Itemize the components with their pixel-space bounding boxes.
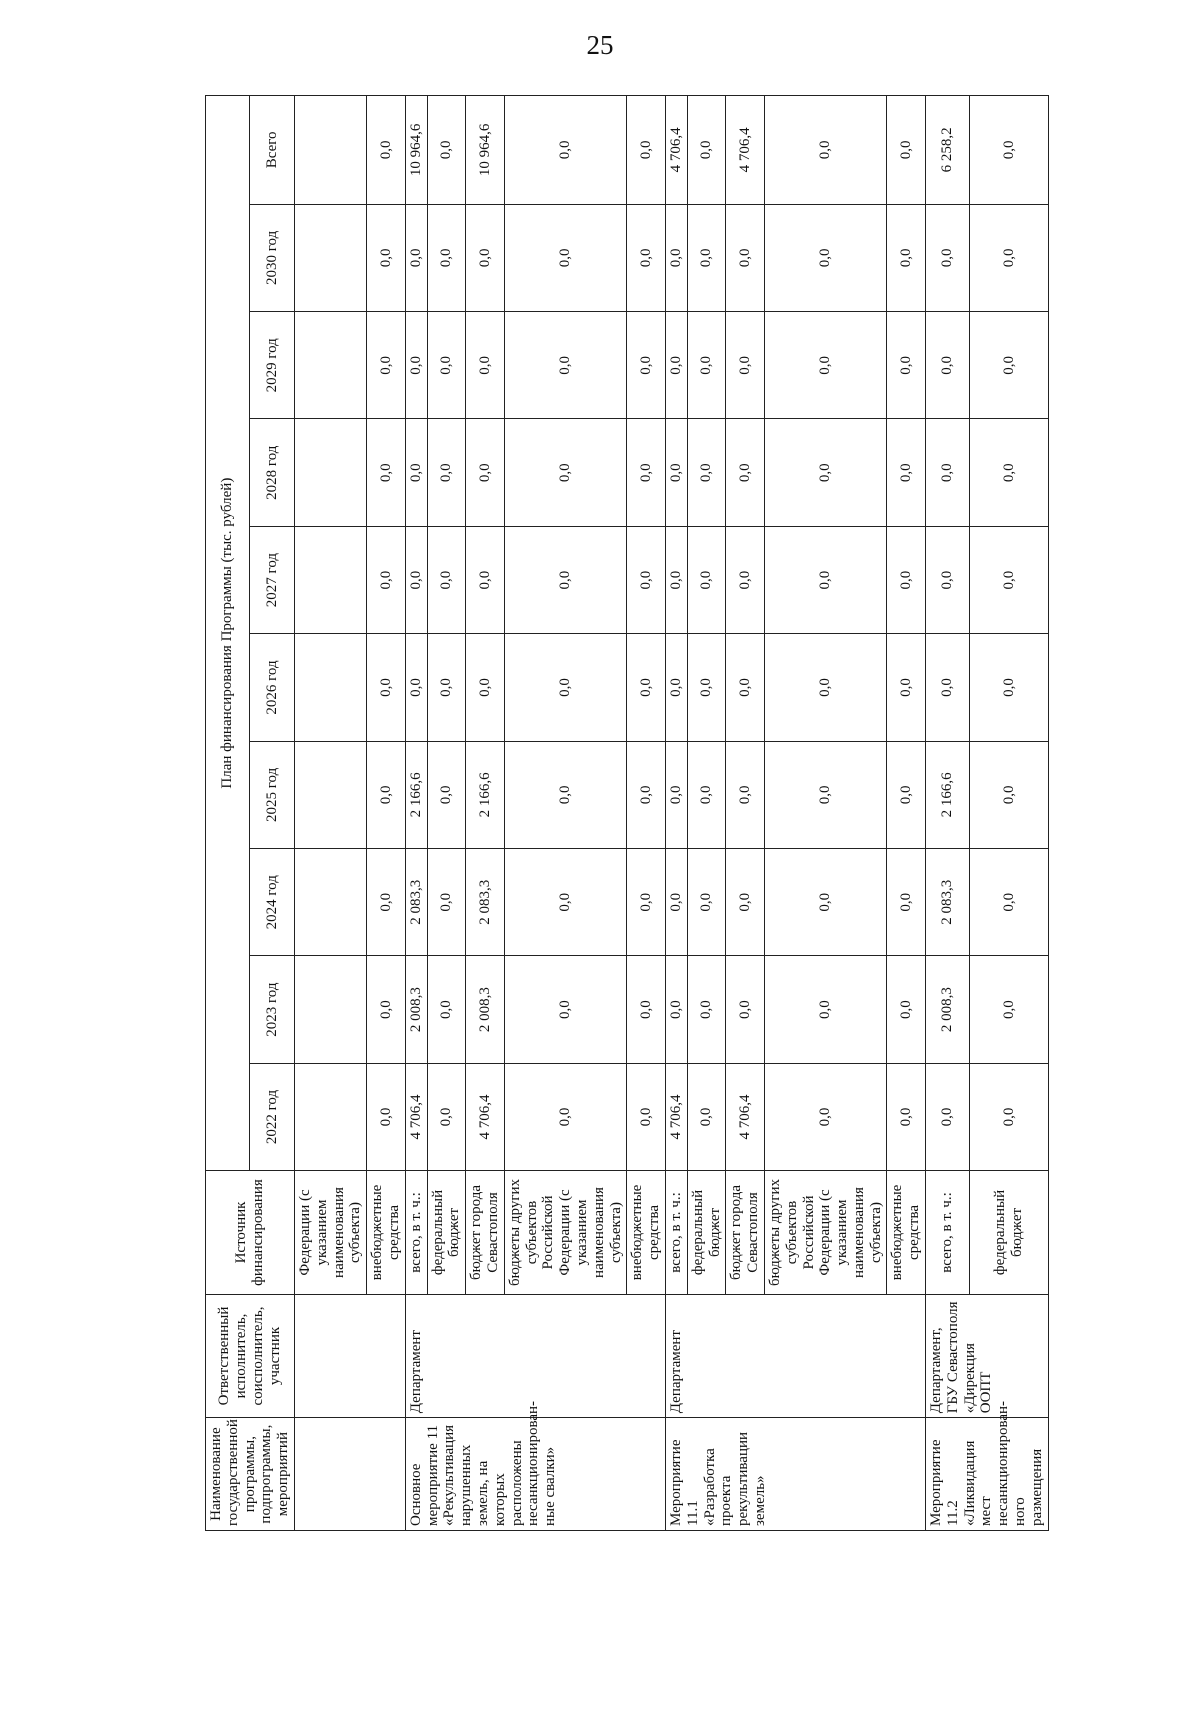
cell-value: 10 964,6: [405, 96, 427, 205]
cell-value: 0,0: [726, 526, 765, 633]
cell-value: [294, 312, 366, 419]
cell-value: 4 706,4: [726, 1063, 765, 1170]
cell-program-name: Мероприятие 11.2 «Ликвидация мест несанкционирован-ного размещения: [926, 1418, 1049, 1531]
header-year: 2030 год: [250, 204, 295, 311]
table-row: [294, 96, 366, 1531]
cell-value: 0,0: [764, 634, 887, 741]
cell-value: 0,0: [726, 419, 765, 526]
cell-value: 0,0: [427, 849, 466, 956]
cell-value: 0,0: [970, 634, 1048, 741]
cell-value: 0,0: [887, 956, 926, 1063]
cell-value: 0,0: [687, 849, 726, 956]
cell-value: 0,0: [665, 312, 687, 419]
cell-value: 0,0: [665, 204, 687, 311]
cell-value: 0,0: [764, 741, 887, 848]
cell-value: 2 166,6: [405, 741, 427, 848]
cell-value: 0,0: [970, 956, 1048, 1063]
cell-value: 0,0: [627, 849, 666, 956]
cell-value: 0,0: [427, 419, 466, 526]
cell-value: 0,0: [926, 526, 970, 633]
cell-value: 0,0: [887, 849, 926, 956]
cell-value: 0,0: [887, 634, 926, 741]
cell-value: 0,0: [887, 1063, 926, 1170]
cell-source: бюджет города Севастополя: [466, 1171, 505, 1295]
cell-value: 0,0: [367, 526, 406, 633]
cell-value: 4 706,4: [665, 1063, 687, 1170]
cell-value: 0,0: [970, 419, 1048, 526]
cell-value: 0,0: [726, 634, 765, 741]
cell-value: 0,0: [726, 312, 765, 419]
cell-value: 0,0: [367, 96, 406, 205]
cell-value: 0,0: [687, 741, 726, 848]
cell-value: 0,0: [627, 312, 666, 419]
header-year: 2022 год: [250, 1063, 295, 1170]
cell-value: 0,0: [627, 956, 666, 1063]
cell-value: 0,0: [926, 634, 970, 741]
cell-value: 0,0: [367, 956, 406, 1063]
cell-source: федеральный бюджет: [970, 1171, 1048, 1295]
cell-value: 0,0: [627, 96, 666, 205]
cell-exec-empty: [294, 1294, 405, 1418]
cell-value: 0,0: [970, 312, 1048, 419]
cell-value: 2 166,6: [926, 741, 970, 848]
cell-value: 0,0: [726, 741, 765, 848]
cell-value: 0,0: [970, 96, 1048, 205]
header-year: 2025 год: [250, 741, 295, 848]
cell-value: 0,0: [926, 1063, 970, 1170]
cell-source: внебюджетные средства: [367, 1171, 406, 1295]
cell-value: 0,0: [627, 741, 666, 848]
cell-source: бюджеты других субъектов Российской Федерации (с указанием наименования субъекта): [504, 1171, 627, 1295]
cell-value: 0,0: [367, 849, 406, 956]
cell-value: 0,0: [764, 419, 887, 526]
cell-value: 0,0: [687, 634, 726, 741]
cell-value: 0,0: [764, 849, 887, 956]
header-year: 2023 год: [250, 956, 295, 1063]
cell-source: всего, в т. ч.:: [405, 1171, 427, 1295]
cell-value: 0,0: [504, 204, 627, 311]
cell-value: 0,0: [926, 312, 970, 419]
cell-value: 0,0: [504, 741, 627, 848]
cell-value: 0,0: [367, 634, 406, 741]
cell-value: 0,0: [427, 204, 466, 311]
cell-value: 0,0: [926, 419, 970, 526]
cell-value: 0,0: [764, 1063, 887, 1170]
cell-value: 0,0: [687, 956, 726, 1063]
cell-value: [294, 1063, 366, 1170]
cell-value: 0,0: [427, 741, 466, 848]
cell-value: 0,0: [627, 1063, 666, 1170]
cell-executor: Департамент: [405, 1294, 665, 1418]
header-year: 2026 год: [250, 634, 295, 741]
cell-value: 0,0: [665, 956, 687, 1063]
cell-value: 0,0: [504, 849, 627, 956]
cell-value: 0,0: [627, 634, 666, 741]
cell-value: 6 258,2: [926, 96, 970, 205]
rotated-table-wrapper: [205, 95, 1175, 1531]
cell-value: 0,0: [726, 204, 765, 311]
header-plan: План финансирования Программы (тыс. рублей): [206, 96, 250, 1171]
cell-source: всего, в т. ч.:: [926, 1171, 970, 1295]
cell-source: Федерации (с указанием наименования субъекта): [294, 1171, 366, 1295]
cell-value: 0,0: [427, 96, 466, 205]
cell-value: 2 008,3: [926, 956, 970, 1063]
cell-value: 0,0: [405, 204, 427, 311]
table-row: [665, 96, 687, 1531]
cell-value: 0,0: [466, 419, 505, 526]
cell-value: 0,0: [504, 419, 627, 526]
cell-value: 0,0: [466, 204, 505, 311]
cell-value: 0,0: [687, 526, 726, 633]
cell-value: [294, 526, 366, 633]
cell-value: 0,0: [466, 634, 505, 741]
cell-value: 0,0: [970, 204, 1048, 311]
cell-value: 4 706,4: [466, 1063, 505, 1170]
cell-value: [294, 741, 366, 848]
cell-value: 0,0: [764, 312, 887, 419]
cell-value: 0,0: [887, 741, 926, 848]
cell-value: 4 706,4: [405, 1063, 427, 1170]
cell-value: 0,0: [405, 312, 427, 419]
cell-value: 0,0: [367, 1063, 406, 1170]
cell-value: 2 083,3: [466, 849, 505, 956]
cell-value: 0,0: [887, 312, 926, 419]
cell-source: бюджеты других субъектов Российской Федерации (с указанием наименования субъекта): [764, 1171, 887, 1295]
cell-value: 2 083,3: [405, 849, 427, 956]
cell-value: 0,0: [427, 1063, 466, 1170]
financing-table: [205, 95, 1049, 1531]
cell-value: 0,0: [726, 956, 765, 1063]
cell-value: 0,0: [405, 419, 427, 526]
cell-value: 0,0: [970, 741, 1048, 848]
cell-value: 0,0: [665, 849, 687, 956]
cell-source: внебюджетные средства: [887, 1171, 926, 1295]
cell-value: 0,0: [687, 419, 726, 526]
cell-value: 0,0: [887, 96, 926, 205]
cell-value: 0,0: [427, 312, 466, 419]
cell-value: 0,0: [665, 741, 687, 848]
cell-value: 0,0: [427, 526, 466, 633]
cell-value: 0,0: [970, 849, 1048, 956]
cell-value: [294, 849, 366, 956]
cell-value: 0,0: [887, 526, 926, 633]
cell-program-name: Мероприятие 11.1 «Разработка проекта рекультивации земель»: [665, 1418, 925, 1531]
cell-value: 0,0: [627, 204, 666, 311]
cell-value: 0,0: [466, 526, 505, 633]
cell-executor: Департамент, ГБУ Севастополя «Дирекция ООПТ: [926, 1294, 1049, 1418]
cell-value: [294, 634, 366, 741]
cell-value: 0,0: [504, 1063, 627, 1170]
cell-value: 0,0: [427, 956, 466, 1063]
cell-value: 0,0: [764, 96, 887, 205]
cell-value: 0,0: [627, 419, 666, 526]
cell-source: всего, в т. ч.:: [665, 1171, 687, 1295]
cell-value: 0,0: [687, 96, 726, 205]
cell-program-name: Основное мероприятие 11 «Рекультивация нарушенных земель, на которых расположены несанкционирован-ные свалки»: [405, 1418, 665, 1531]
cell-value: 0,0: [405, 634, 427, 741]
cell-source: внебюджетные средства: [627, 1171, 666, 1295]
header-year: 2024 год: [250, 849, 295, 956]
cell-value: 0,0: [687, 1063, 726, 1170]
cell-value: 0,0: [504, 634, 627, 741]
table-row: [926, 96, 970, 1531]
cell-name-empty: [294, 1418, 405, 1531]
cell-source: бюджет города Севастополя: [726, 1171, 765, 1295]
table-row: [405, 96, 427, 1531]
cell-value: 0,0: [466, 312, 505, 419]
header-name: Наименование государственной программы, подпрограммы, мероприятий: [206, 1418, 295, 1531]
header-exec: Ответственный исполнитель, соисполнитель, участник: [206, 1294, 295, 1418]
header-year: 2028 год: [250, 419, 295, 526]
cell-value: 0,0: [504, 956, 627, 1063]
cell-value: 4 706,4: [665, 96, 687, 205]
cell-value: 0,0: [504, 526, 627, 633]
cell-value: 0,0: [764, 204, 887, 311]
header-year: Всего: [250, 96, 295, 205]
cell-executor: Департамент: [665, 1294, 925, 1418]
cell-value: 0,0: [504, 96, 627, 205]
cell-value: 0,0: [504, 312, 627, 419]
cell-value: 0,0: [665, 634, 687, 741]
cell-value: 0,0: [627, 526, 666, 633]
cell-value: 0,0: [887, 204, 926, 311]
cell-value: 0,0: [687, 312, 726, 419]
cell-value: 0,0: [764, 956, 887, 1063]
cell-value: 0,0: [367, 312, 406, 419]
cell-value: [294, 956, 366, 1063]
cell-value: 0,0: [764, 526, 887, 633]
cell-value: 0,0: [970, 1063, 1048, 1170]
cell-value: [294, 96, 366, 205]
cell-source: федеральный бюджет: [687, 1171, 726, 1295]
header-year: 2029 год: [250, 312, 295, 419]
cell-value: 0,0: [665, 526, 687, 633]
cell-value: 0,0: [367, 204, 406, 311]
cell-value: 2 008,3: [405, 956, 427, 1063]
cell-value: 0,0: [926, 204, 970, 311]
cell-value: 0,0: [726, 849, 765, 956]
cell-value: 4 706,4: [726, 96, 765, 205]
header-source: Источник финансирования: [206, 1171, 295, 1295]
cell-value: 0,0: [970, 526, 1048, 633]
cell-value: 10 964,6: [466, 96, 505, 205]
cell-value: 0,0: [665, 419, 687, 526]
cell-value: 0,0: [887, 419, 926, 526]
cell-value: 2 166,6: [466, 741, 505, 848]
header-year: 2027 год: [250, 526, 295, 633]
cell-value: 0,0: [367, 741, 406, 848]
cell-value: [294, 419, 366, 526]
cell-value: 0,0: [687, 204, 726, 311]
cell-value: 2 008,3: [466, 956, 505, 1063]
page-number: 25: [586, 30, 614, 60]
cell-source: федеральный бюджет: [427, 1171, 466, 1295]
cell-value: [294, 204, 366, 311]
cell-value: 0,0: [367, 419, 406, 526]
cell-value: 2 083,3: [926, 849, 970, 956]
cell-value: 0,0: [427, 634, 466, 741]
cell-value: 0,0: [405, 526, 427, 633]
